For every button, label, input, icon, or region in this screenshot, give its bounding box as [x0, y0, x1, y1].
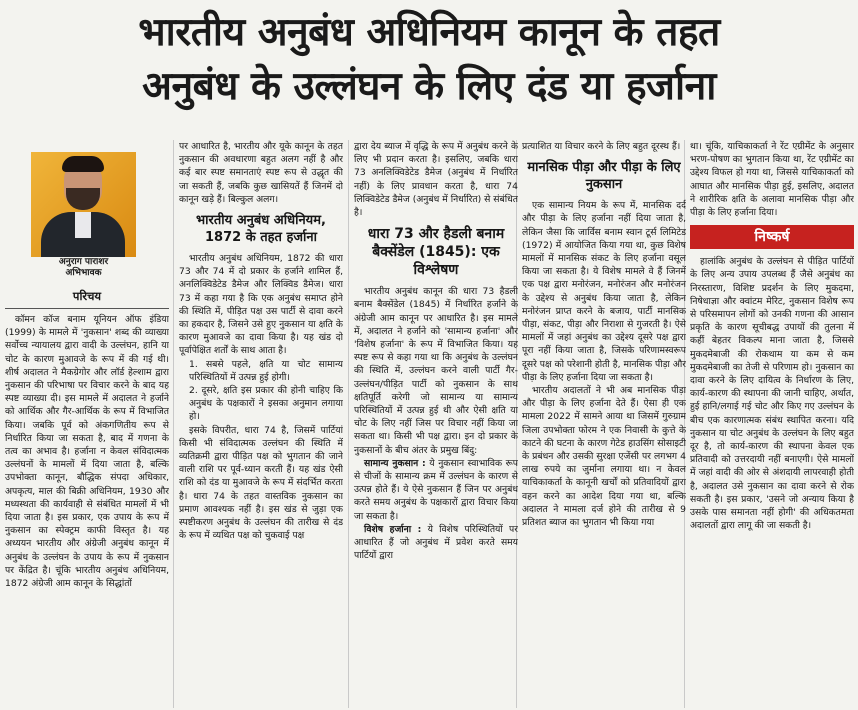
- term-special-damages: विशेष हर्जाना :: [364, 523, 422, 535]
- column-5: [690, 140, 854, 708]
- author-role: अभिभावक: [65, 268, 102, 278]
- author-caption: [31, 257, 136, 279]
- paragraph-text: ये नुकसान स्वाभाविक रूप से चीजों के सामान्य क्रम में उल्लंघन के कारण से उत्पन्न होते हैं। ये ऐसे नुकसान हैं जिन पर अनुबंध करते समय अनुबंध के पक्षकारों द्वारा विचार किया जा सकता है।: [354, 457, 518, 522]
- paragraph: [354, 457, 518, 523]
- column-3: [354, 140, 518, 708]
- paragraph: द्वारा देय ब्याज में वृद्धि के रूप में अनुबंध करने के लिए भी प्रदान करता है। इसलिए, जबकि धारा 73 अनलिक्विडेटेड डैमेज (अनुबंध में निर्धारित नहीं) के लिए प्रावधान करता है, धारा 74 लिक्विडेटेड डैमेज (अनुबंध में निर्धारित) से संबंधित है।: [354, 141, 518, 219]
- headline-line-1: भारतीय अनुबंध अधिनियम कानून के तहत: [138, 10, 720, 55]
- author-photo: [31, 152, 136, 257]
- paragraph: था। चूंकि, याचिकाकर्ता ने रेंट एग्रीमेंट के अनुसार भरण-पोषण का भुगतान किया था, रेंट एग्रीमेंट का उद्देश्य विफल हो गया था, जिससे याचिकाकर्ता को आघात और मानसिक पीड़ा हुई, इसलिए, अदालत ने शारीरिक क्षति के अलावा मानसिक पीड़ा और पीड़ा के लिए हर्जाना दिया।: [690, 141, 854, 219]
- paragraph: भारतीय अनुबंध अधिनियम, 1872 की धारा 73 और 74 में दो प्रकार के हर्जाने शामिल हैं, अनलिक्विडेटेड डैमेज और लिक्विड डैमेज। धारा 73 में कहा गया है कि एक अनुबंध समाप्त होने की स्थिति में, पीड़ित पक्ष उस पार्टी से दावा करने का हकदार है, जिसने उसे हुए नुकसान या क्षति के कारण मुआवजे का दावा किया है। यह खंड दो पूर्वापेक्षित शर्तों के साथ आता है।: [179, 253, 343, 357]
- section-title-conclusion: निष्कर्ष: [690, 225, 854, 249]
- column-divider: [348, 140, 349, 708]
- paragraph: भारतीय अदालतों ने भी अब मानसिक पीड़ा और पीड़ा के लिए हर्जाना देते हैं। ऐसा ही एक मामला 2022 में सामने आया था जिसमें गुरुग्राम जिला उपभोक्ता फोरम ने एक निवासी के कुत्ते के काटने की घटना के कारण गेटेड हाउसिंग सोसाइटी के प्रबंधन और उसकी सुरक्षा एजेंसी पर लगभग 4 लाख रुपये का जुर्माना लगाया था। न केवल याचिकाकर्ता के कानूनी खर्चों को प्रतिवादियों द्वारा वहन करने का आदेश दिया गया था, बल्कि अदालत ने मामला दर्ज होने की तारीख से 9 प्रतिशत ब्याज का भुगतान भी किया गया: [522, 385, 686, 529]
- term-general-damages: सामान्य नुकसान :: [364, 457, 426, 469]
- paragraph: [354, 523, 518, 563]
- author-name: अनुराग पाराशर: [58, 257, 109, 267]
- list-item: 2. दूसरे, क्षति इस प्रकार की होनी चाहिए कि अनुबंध के पक्षकारों ने इसका अनुमान लगाया हो।: [189, 385, 343, 423]
- author-box: [5, 140, 169, 285]
- column-divider: [173, 140, 174, 708]
- section-rule: [5, 308, 169, 309]
- column-4: [522, 140, 686, 708]
- paragraph: प्रत्याशित या विचार करने के लिए बहुत दूरस्थ हैं।: [522, 141, 681, 152]
- subheading-contract-act: भारतीय अनुबंध अधिनियम, 1872 के तहत हर्जाना: [196, 213, 326, 246]
- list-item: 1. सबसे पहले, क्षति या चोट सामान्य परिस्थितियों में उत्पन्न हुई होगी।: [189, 358, 343, 383]
- subheading-mental-agony: मानसिक पीड़ा और पीड़ा के लिए नुकसान: [527, 160, 681, 193]
- paragraph: एक सामान्य नियम के रूप में, मानसिक दर्द और पीड़ा के लिए हर्जाना नहीं दिया जाता है, लेकिन जैसा कि जार्विस बनाम स्वान टूर्स लिमिटेड (1972) में आयोजित किया गया था, कुछ विशेष मामलों में मानसिक संकट के लिए हर्जाना वसूल किया जा सकता है। ये विशेष मामले वे हैं जिनमें एक पक्ष द्वारा मनोरंजन, मनोरंजन और मनोरंजन के उद्देश्य से अनुबंध किया जाता है, लेकिन मनोरंजन प्राप्त करने के बजाय, पार्टी मानसिक पीड़ा, संकट, पीड़ा और निराशा से गुजरती है। ऐसे मामलों में जहां अनुबंध का उद्देश्य दूसरे पक्ष द्वारा पूरा नहीं किया जाता है, जिसके परिणामस्वरूप दूसरे पक्ष को परेशानी होती है, मानसिक पीड़ा और पीड़ा के लिए हर्जाना दिया जा सकता है।: [522, 200, 686, 383]
- conditions-list: [179, 358, 343, 424]
- subheading-hadley: धारा 73 और हैडली बनाम बैक्सेंडेल (1845): एक विश्लेषण: [367, 226, 505, 279]
- paragraph: हालांकि अनुबंध के उल्लंघन से पीड़ित पार्टियों के लिए अन्य उपाय उपलब्ध हैं जैसे अनुबंध का निरस्तारण, विशिष्ट प्रदर्शन के लिए मुकदमा, निषेधाज्ञा और क्वांटम मेरिट, नुकसान विशेष रूप से परिसमापन लोगों को उनकी गणना की आसान प्रकृति के कारण सूचीबद्ध उपायों की तुलना में कहीं बेहतर विकल्प माना जाता है, जिससे मुकदमेबाजी की रोकथाम या कम से कम मुकदमेबाजी का तेजी से परिणाम हो। नुकसान का दावा करने के लिए दायित्व के निर्धारण के लिए, कार्य-कारण की स्थापना की जानी चाहिए, अर्थात, हुई हानि/लगाई गई चोट और किए गए उल्लंघन के बीच एक कारणात्मक संबंध स्थापित करना। यदि नुकसान या चोट अनुबंध के उल्लंघन के लिए बहुत दूर है, तो कार्य-कारण की स्थापना केवल एक प्रतिवादी को उत्तरदायी नहीं बनाएगी। ऐसे मामलों में जहां वादी की ओर से अंशदायी लापरवाही होती है, अदालत उसे नुकसान का दावा करने से रोक सकती है। इस प्रकार, 'उसने जो अन्याय किया है उसके पास समानता नहीं होगी' की अधिकतमता अदालतों द्वारा लागू की जा सकती है।: [690, 256, 854, 532]
- paragraph: कॉमन कॉज बनाम यूनियन ऑफ इंडिया (1999) के मामले में 'नुकसान' शब्द की व्याख्या सर्वोच्च न्यायालय द्वारा वादी के उल्लंघन, हानि या चोट के कारण मुआवजे के रूप में की गई थी। शीर्ष अदालत ने मैकग्रेगोर और लॉर्ड हेल्शाम द्वारा नुकसान की परिभाषा पर विचार करने के बाद यह स्पष्ट व्याख्या दी। इस मामले में अदालत ने हर्जाने को आर्थिक और गैर-आर्थिक के रूप में विभाजित किया। जबकि पूर्व को अंकगणितीय रूप से निर्धारित किया जा सकता है, बाद में गणना के तत्व का अभाव है। हर्जाना न केवल संविदात्मक उल्लंघनों के मामलों में दिया जाता है, बल्कि उपभोक्ता कानून, बौद्धिक संपदा अधिकार, अपकृत्य, माल की बिक्री अधिनियम, 1930 और मध्यस्थता की कार्यवाही से संबंधित मामलों में भी दिया जाता है। इस प्रकार, एक उपाय के रूप में नुकसान का स्पेक्ट्रम काफी विस्तृत है। यह अध्ययन भारतीय और अंग्रेजी अनुबंध कानून में अनुबंध के उल्लंघन के उपाय के रूप में नुकसान पर केंद्रित है। चूंकि भारतीय अनुबंध अधिनियम, 1872 अंग्रेजी आम कानून के सिद्धांतों: [5, 314, 169, 590]
- column-1: [5, 140, 169, 708]
- paragraph: भारतीय अनुबंध कानून की धारा 73 हैडली बनाम बैक्सेंडेल (1845) में निर्धारित हर्जाने के अंग्रेजी आम कानून पर आधारित है। इस मामले में, अदालत ने हर्जाने को 'सामान्य हर्जाना' और 'विशेष हर्जाना' के रूप में विभाजित किया। यह स्पष्ट रूप से कहा गया था कि अनुबंध के उल्लंघन की स्थिति में, उल्लंघन करने वाली पार्टी गैर-उल्लंघन/पीड़ित पार्टी को नुकसान के साथ क्षतिपूर्ति करेगी जो सामान्य या सामान्य परिस्थितियों में उत्पन्न हुई थी और ऐसी क्षति या चोट के लिए नहीं जिस पर विचार नहीं किया जा सकता था। किसी भी पक्ष द्वारा। इन दो प्रकार के नुकसानों के बीच अंतर के प्रमुख बिंदु:: [354, 286, 518, 456]
- headline-line-2: अनुबंध के उल्लंघन के लिए दंड या हर्जाना: [142, 64, 716, 109]
- paragraph-text: ये विशेष परिस्थितियों पर आधारित हैं जो अनुबंध में प्रवेश करते समय पार्टियों द्वारा: [354, 523, 518, 562]
- column-2: [179, 140, 343, 708]
- section-title-intro: परिचय: [72, 289, 102, 303]
- paragraph: इसके विपरीत, धारा 74 है, जिसमें पार्टियां किसी भी संविदात्मक उल्लंघन की स्थिति में व्यतिक्रमी द्वारा पीड़ित पक्ष को भुगतान की जाने वाली राशि पर पूर्व-ध्यान करती हैं। यह खंड ऐसी राशि को दंड या मुआवजे के रूप में संदर्भित करता है। धारा 74 के तहत वास्तविक नुकसान का प्रमाण आवश्यक नहीं है। इस खंड से जुड़ा एक स्पष्टीकरण अनुबंध के उल्लंघन की तारीख से दंड के रूप में व्यथित पक्ष को चुकवाई पक्ष: [179, 424, 343, 542]
- headline: [0, 0, 858, 114]
- paragraph: पर आधारित है, भारतीय और यूके कानून के तहत नुकसान की अवधारणा बहुत अलग नहीं है और कई बार स्पष्ट समानताएं स्पष्ट रूप से उद्धृत की जा सकती हैं, जबकि कुछ खासियतें हैं जिनमें दो कानून खड़े हैं। बिल्कुल अलग।: [179, 141, 343, 205]
